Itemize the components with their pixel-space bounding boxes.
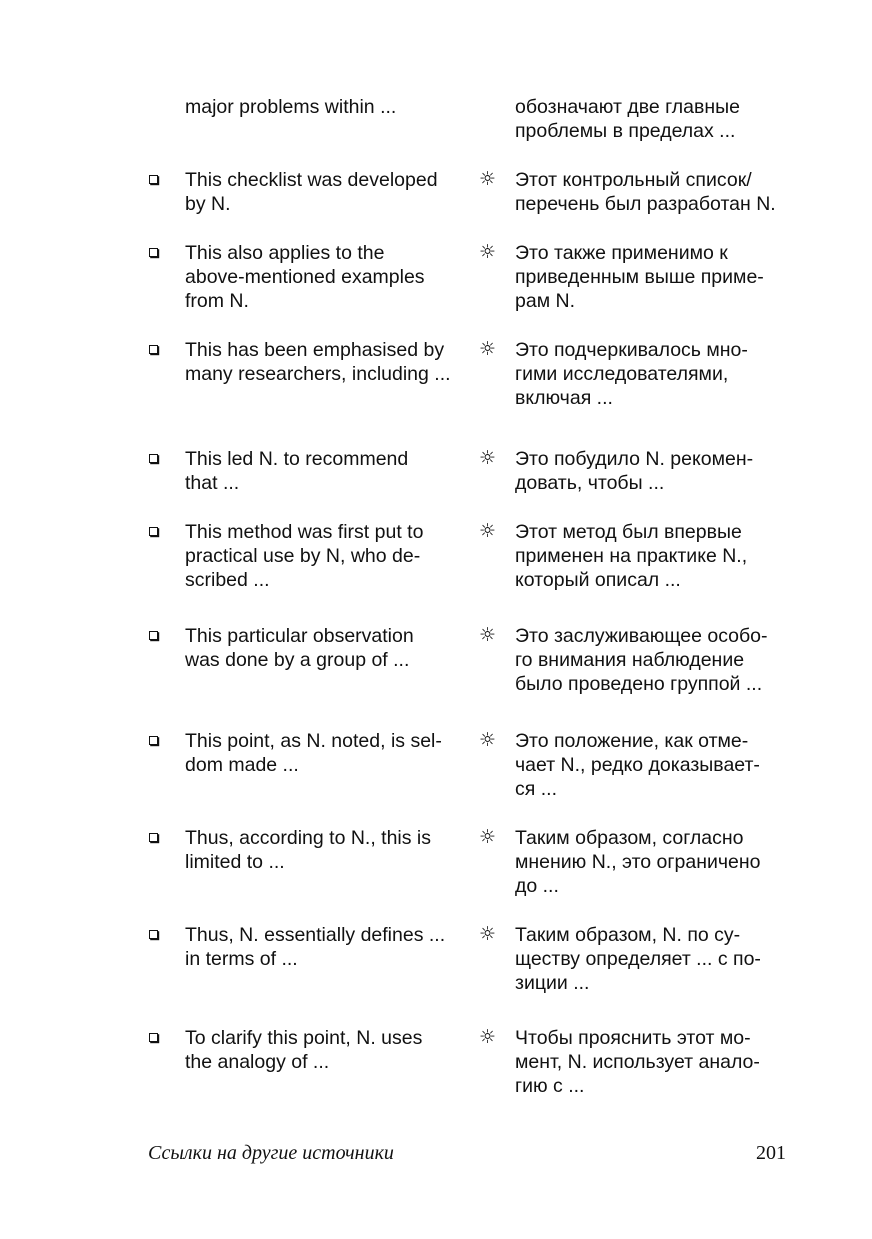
sun-icon: ☼	[479, 447, 497, 469]
russian-translation: Этот контрольный список/ перечень был разработан N.	[515, 169, 776, 216]
checkbox-bullet-icon	[149, 527, 158, 536]
sun-icon: ☼	[479, 624, 497, 646]
sun-icon: ☼	[479, 338, 497, 360]
english-phrase: This led N. to recommend that ...	[185, 448, 409, 495]
english-phrase: This particular observation was done by a group of ...	[185, 625, 414, 672]
russian-translation: Таким образом, согласно мнению N., это ограничено до ...	[515, 827, 761, 898]
russian-translation: Это подчеркивалось мно- гими исследователями, включая ...	[515, 339, 748, 410]
checkbox-bullet-icon	[149, 175, 158, 184]
sun-icon: ☼	[479, 1026, 497, 1048]
russian-translation: Этот метод был впервые применен на практике N., который описал ...	[515, 521, 748, 592]
russian-translation: Это положение, как отме- чает N., редко доказывает- ся ...	[515, 730, 760, 801]
english-phrase: To clarify this point, N. uses the analogy of ...	[185, 1027, 423, 1074]
checkbox-bullet-icon	[149, 454, 158, 463]
russian-translation: Чтобы прояснить этот мо- мент, N. использует анало- гию с ...	[515, 1027, 760, 1098]
checkbox-bullet-icon	[149, 930, 158, 939]
english-phrase: This checklist was developed by N.	[185, 169, 438, 216]
running-footer-title: Ссылки на другие источники	[148, 1142, 394, 1164]
russian-translation: Это побудило N. рекомен- довать, чтобы ...	[515, 448, 754, 495]
english-phrase: Thus, according to N., this is limited to ...	[185, 827, 432, 874]
russian-translation: Таким образом, N. по су- ществу определяет ... с по- зиции ...	[515, 924, 761, 995]
page-number: 201	[756, 1142, 786, 1164]
english-phrase: This method was first put to practical use by N, who de- scribed ...	[185, 521, 424, 592]
checkbox-bullet-icon	[149, 1033, 158, 1042]
sun-icon: ☼	[479, 241, 497, 263]
russian-translation: Это заслуживающее особо- го внимания наблюдение было проведено группой ...	[515, 625, 768, 696]
english-phrase: This also applies to the above-mentioned examples from N.	[185, 242, 425, 313]
sun-icon: ☼	[479, 168, 497, 190]
sun-icon: ☼	[479, 520, 497, 542]
checkbox-bullet-icon	[149, 631, 158, 640]
sun-icon: ☼	[479, 729, 497, 751]
checkbox-bullet-icon	[149, 833, 158, 842]
english-phrase: This point, as N. noted, is sel- dom made ...	[185, 730, 442, 777]
english-phrase: major problems within ...	[185, 96, 397, 118]
checkbox-bullet-icon	[149, 345, 158, 354]
russian-translation: Это также применимо к приведенным выше приме- рам N.	[515, 242, 764, 313]
russian-translation: обозначают две главные проблемы в пределах ...	[515, 96, 740, 143]
sun-icon: ☼	[479, 923, 497, 945]
checkbox-bullet-icon	[149, 248, 158, 257]
sun-icon: ☼	[479, 826, 497, 848]
checkbox-bullet-icon	[149, 736, 158, 745]
english-phrase: Thus, N. essentially defines ... in terms of ...	[185, 924, 446, 971]
english-phrase: This has been emphasised by many researchers, including ...	[185, 339, 451, 386]
